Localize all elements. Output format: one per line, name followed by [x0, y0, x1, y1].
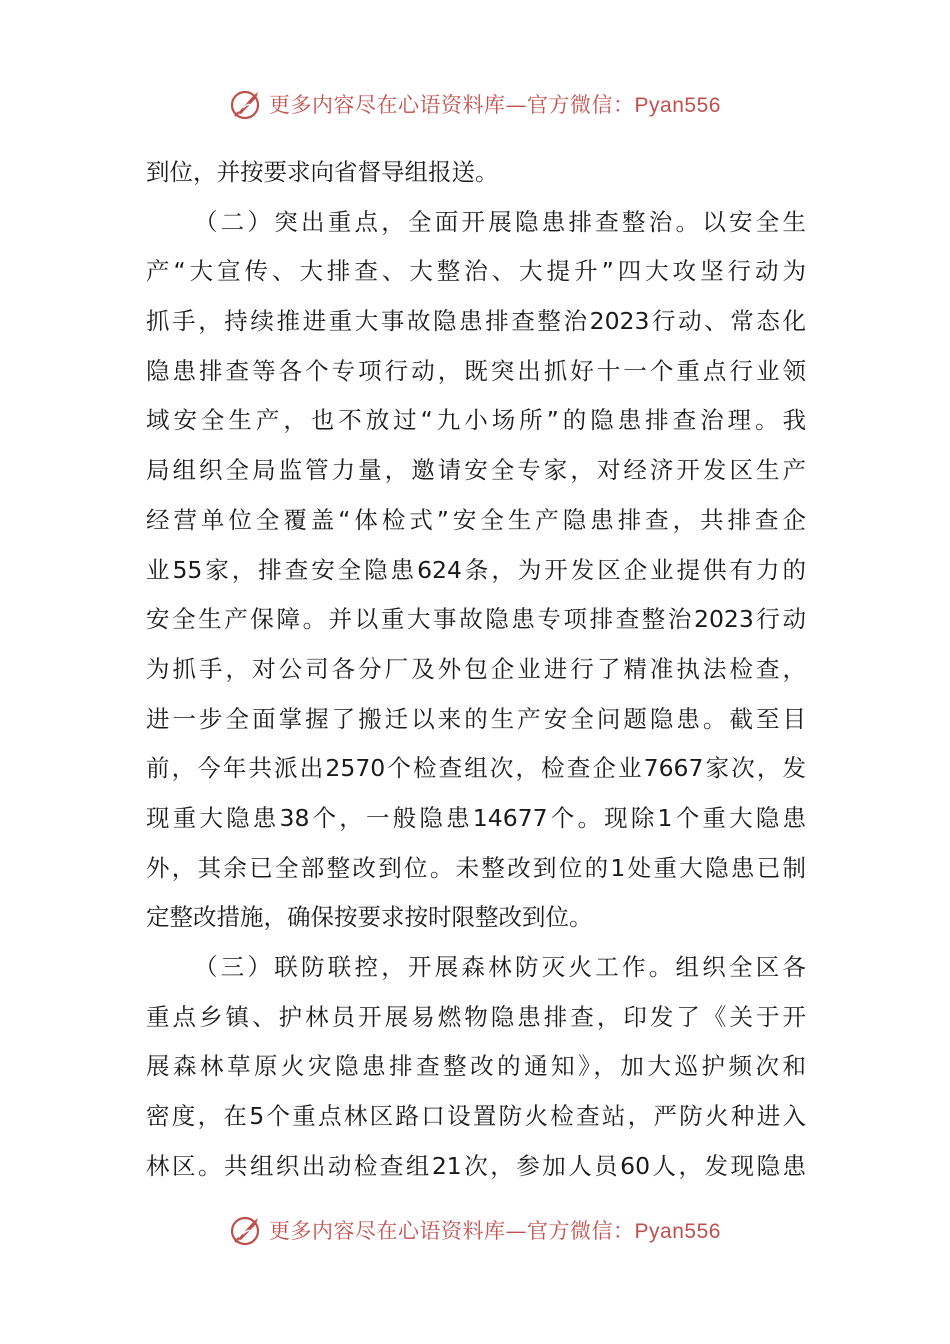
text-line-content: 抓手，持续推进重大事故隐患排查整治2023行动、常态化 [146, 307, 806, 336]
text-line [146, 794, 806, 844]
text-line [146, 695, 806, 745]
text-line-content: 现重大隐患38个，一般隐患14677个。现除1个重大隐患 [146, 803, 806, 832]
text-line-content: 为抓手，对公司各分厂及外包企业进行了精准执法检查， [146, 654, 806, 683]
watermark-wechat: Pyan556 [634, 1220, 721, 1243]
text-line [146, 645, 806, 695]
text-line [146, 396, 806, 446]
text-line-content: 密度，在5个重点林区路口设置防火检查站，严防火种进入 [146, 1102, 806, 1131]
text-line [146, 446, 806, 496]
text-line [146, 1042, 806, 1092]
text-line-content: 到位，并按要求向省督导组报送。 [146, 158, 499, 186]
pen-logo-icon [229, 1212, 265, 1248]
text-line-content: 局组织全局监管力量，邀请安全专家，对经济开发区生产 [146, 456, 806, 485]
text-line-content: 域安全生产，也不放过“九小场所”的隐患排查治理。我 [146, 406, 806, 435]
text-line-content: 前，今年共派出2570个检查组次，检查企业7667家次，发 [146, 754, 806, 783]
text-line-content: 林区。共组织出动检查组21次，参加人员60人，发现隐患 [146, 1151, 806, 1180]
text-line-content: 隐患排查等各个专项行动，既突出抓好十一个重点行业领 [146, 356, 806, 385]
text-line [146, 1142, 806, 1192]
watermark-wechat: Pyan556 [634, 94, 721, 117]
watermark-text: 更多内容尽在心语资料库—官方微信：Pyan556 [269, 1219, 721, 1243]
header-watermark [0, 84, 950, 124]
pen-logo-icon [229, 86, 265, 122]
text-line-content: 展森林草原火灾隐患排查整改的通知》，加大巡护频次和 [146, 1052, 806, 1081]
text-line [146, 993, 806, 1043]
text-line-content: （三）联防联控，开展森林防灭火工作。组织全区各 [194, 953, 806, 981]
text-line-content: （二）突出重点，全面开展隐患排查整治。以安全生 [194, 207, 806, 236]
text-line-content: 定整改措施，确保按要求按时限整改到位。 [146, 903, 593, 932]
text-line [146, 148, 806, 198]
text-line [146, 595, 806, 645]
text-line [146, 893, 806, 943]
text-line [146, 1092, 806, 1142]
text-line [146, 844, 806, 894]
text-line [146, 247, 806, 297]
text-line [146, 546, 806, 596]
text-line-content: 经营单位全覆盖“体检式”安全生产隐患排查，共排查企 [146, 505, 806, 534]
text-line-content: 重点乡镇、护林员开展易燃物隐患排查，印发了《关于开 [146, 1002, 806, 1031]
text-line [146, 347, 806, 397]
text-line-content: 安全生产保障。并以重大事故隐患专项排查整治2023行动 [146, 605, 806, 634]
footer-watermark [0, 1210, 950, 1250]
text-line-content: 外，其余已全部整改到位。未整改到位的1处重大隐患已制 [146, 853, 806, 882]
document-body [146, 148, 806, 1191]
text-line [146, 496, 806, 546]
text-line-content: 业55家，排查安全隐患624条，为开发区企业提供有力的 [146, 555, 806, 584]
text-line [146, 198, 806, 248]
text-line [146, 744, 806, 794]
text-line-content: 进一步全面掌握了搬迁以来的生产安全问题隐患。截至目 [146, 704, 806, 733]
text-line-content: 产“大宣传、大排查、大整治、大提升”四大攻坚行动为 [146, 257, 806, 286]
text-line [146, 297, 806, 347]
text-line [146, 943, 806, 993]
watermark-text: 更多内容尽在心语资料库—官方微信：Pyan556 [269, 93, 721, 117]
